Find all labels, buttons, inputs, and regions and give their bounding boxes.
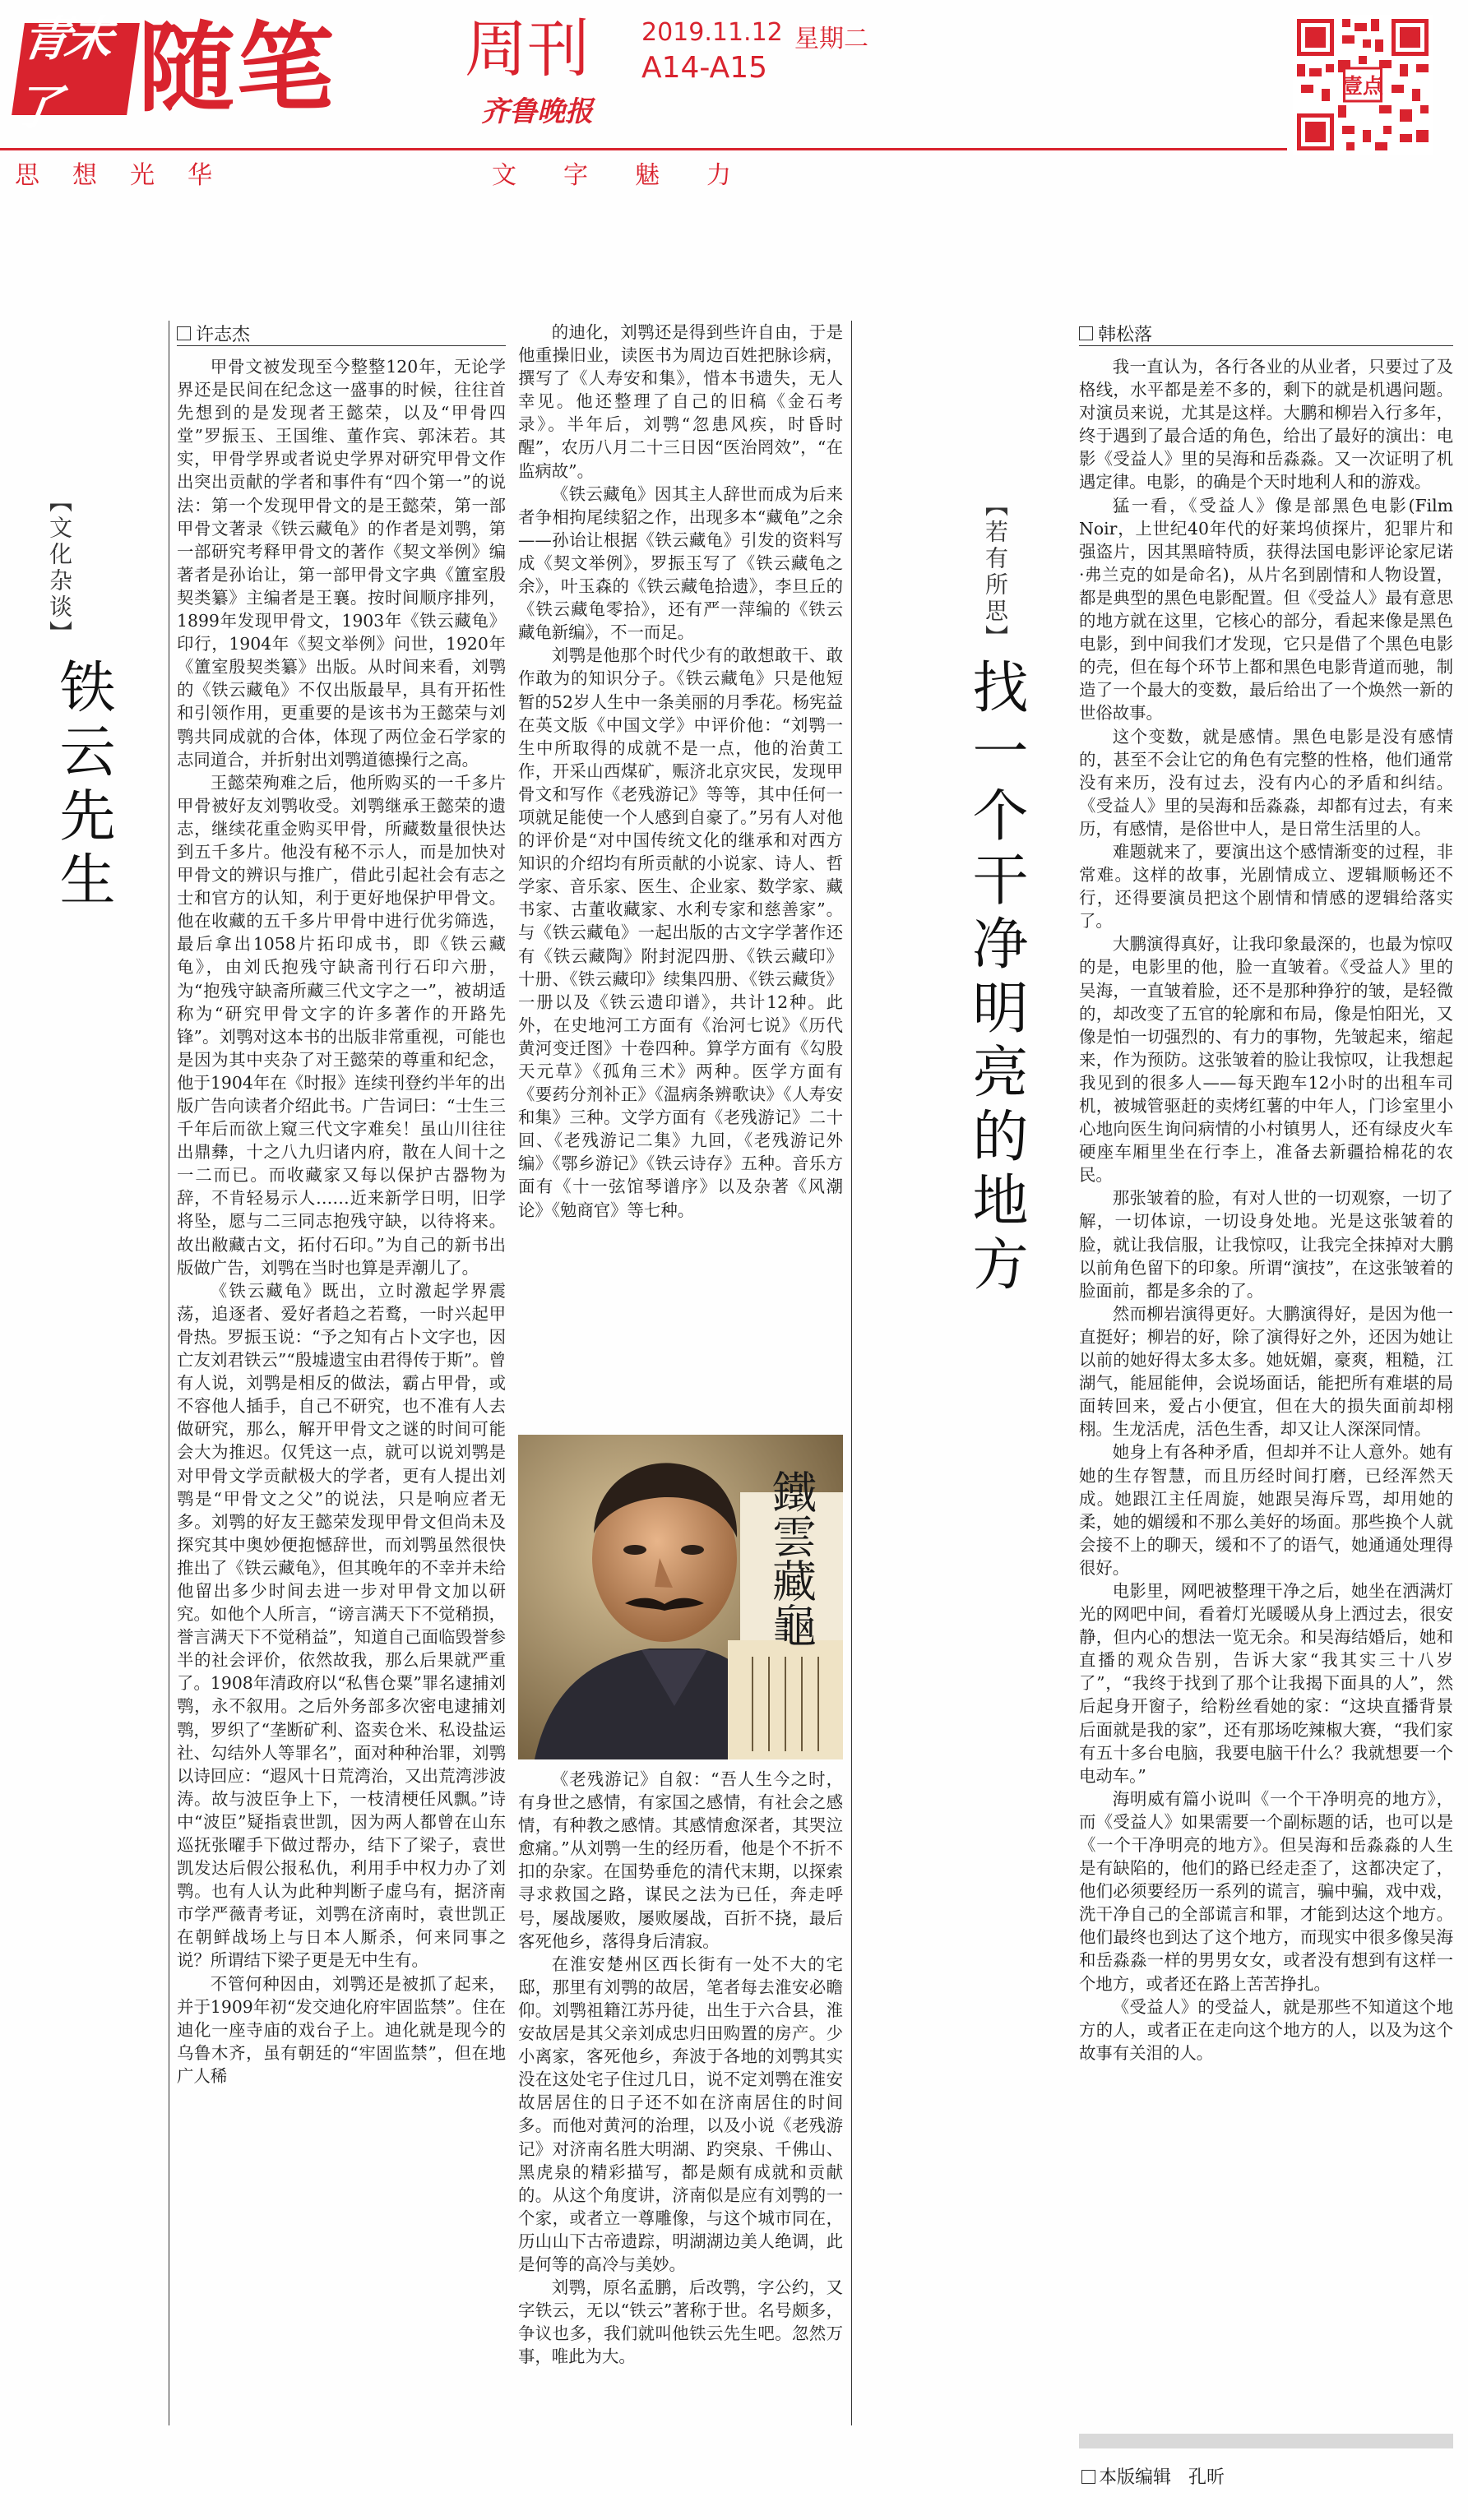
page-title: 随笔 xyxy=(138,12,336,125)
article1-column-2-bottom: 《老残游记》自叙：“吾人生今之时，有身世之感情，有家国之感情，有社会之感情，有种教之感情。其感情愈深者，其哭泣愈痛。”从刘鹗一生的经历看，他是个不折不扣的杂家。在国势垂危的清代末期，以探索寻求救国之路，谋民之法为已任，奔走呼号，屡战屡败，屡败屡战，百折不挠，最后客死他乡，落得身后清寂。 在淮安楚州区西长街有一处不大的宅邸，那里有刘鹗的故居，笔者每去淮安必瞻仰。刘鹗祖籍江苏丹徒，出生于六合县，淮安故居是其父亲刘成忠归田购置的房产。少小离家，客死他乡，奔波于各地的刘鹗其实没在这处宅子住过几日，说不定刘鹗在淮安故居居住的日子还不如在济南居住的时间多。而他对黄河的治理，以及小说《老残游记》对济南名胜大明湖、趵突泉、千佛山、黑虎泉的精彩描写，都是颇有成就和贡献的。从这个角度讲，济南似是应有刘鹗的一个家，或者立一尊雕像，与这个城市同在，历山山下古帝遗踪，明湖湖边美人绝调，此是何等的高冷与美妙。 刘鹗，原名孟鹏，后改鹗，字公约，又字铁云，无以“铁云”著称于世。名号颇多，争议也多，我们就叫他铁云先生吧。忽然万事，唯此为大。 xyxy=(518,1769,843,2367)
article2-body: 我一直认为，各行各业的从业者，只要过了及格线，水平都是差不多的，剩下的就是机遇问题。对演员来说，尤其是这样。大鹏和柳岩入行多年，终于遇到了最合适的角色，给出了最好的演出：电影《受益人》里的吴海和岳淼淼。又一次证明了机遇定律。电影，的确是个天时地利人和的游戏。 猛一看，《受益人》像是部黑色电影(Film Noir，上世纪40年代的好莱坞侦探片，犯罪片和强盗片，因其黑暗特质，获得法国电影评论家尼诺·弗兰克的如是命名)，从片名到剧情和人物设置，都是典型的黑色电影配置。但《受益人》最有意思的地方就在这里，它核心的部分，看起来像是黑色电影，到中间我们才发现，它只是借了个黑色电影的壳，但在每个环节上都和黑色电影背道而驰，制造了一个最大的变数，最后给出了一个焕然一新的世俗故事。 这个变数，就是感情。黑色电影是没有感情的，甚至不会让它的角色有完整的性格，他们通常没有来历，没有过去，没有内心的矛盾和纠结。《受益人》里的吴海和岳淼淼，却都有过去，有来历，有感情，是俗世中人，是日常生活里的人。 难题就来了，要演出这个感情渐变的过程，非常难。这样的故事，光剧情成立、逻辑顺畅还不行，还得要演员把这个剧情和情感的逻辑给落实了。 大鹏演得真好，让我印象最深的，也最为惊叹的是，电影里的他，脸一直皱着。《受益人》里的吴海，一直皱着脸，还不是那种狰狞的皱，是轻微的，却改变了五官的轮廓和布局，像是怕阳光，又像是怕一切强烈的、有力的事物，先皱起来，缩起来，作为预防。这张皱着的脸让我惊叹，让我想起我见到的很多人——每天跑车12小时的出租车司机，被城管驱赶的卖烤红薯的中年人，门诊室里小心地向医生询问病情的小村镇男人，还有绿皮火车硬座车厢里坐在行李上，准备去新疆拾棉花的农民。 那张皱着的脸，有对人世的一切观察，一切了解，一切体谅，一切设身处地。光是这张皱着的脸，就让我信服，让我惊叹，让我完全抹掉对大鹏以前角色留下的印象。所谓“演技”，在这张皱着的脸面前，都是多余的了。 然而柳岩演得更好。大鹏演得好，是因为他一直挺好；柳岩的好，除了演得好之外，还因为她让以前的她好得太多太多。她妩媚，豪爽，粗糙，江湖气，能屈能伸，会说场面话，能把所有难堪的局面转回来，爱占小便宜，但在大的损失面前却栩栩。生龙活虎，活色生香，却又让人深深同情。 她身上有各种矛盾，但却并不让人意外。她有她的生存智慧，而且历经时间打磨，已经浑然天成。她跟江主任周旋，她跟吴海斥骂，却用她的柔，她的媚缓和不那么美好的场面。那些换个人就会接不上的聊天，缓和不了的语气，她通通处理得很好。 电影里，网吧被整理干净之后，她坐在洒满灯光的网吧中间，看着灯光暖暖从身上洒过去，很安静，但内心的想法一览无余。和吴海结婚后，她和直播的观众告别，告诉大家“我其实三十八岁了”，“我终于找到了那个让我揭下面具的人”，然后起身开窗子，给粉丝看她的家：“这块直播背景后面就是我的家”，还有那场吃辣椒大赛，“我们家有五十多台电脑，我要电脑干什么？我就想要一个电动车。” 海明威有篇小说叫《一个干净明亮的地方》，而《受益人》如果需要一个副标题的话，也可以是《一个干净明亮的地方》。但吴海和岳淼淼的人生是有缺陷的，他们的路已经走歪了，这都决定了，他们必须要经历一系列的谎言，骗中骗，戏中戏，洗干净自己的全部谎言和罪，才能到达这个地方。他们最终也到达了这个地方，而现实中很多像吴海和岳淼淼一样的男男女女，或者没有想到有这样一个地方，或者还在路上苦苦挣扎。 《受益人》的受益人，就是那些不知道这个地方的人，或者正在走向这个地方的人，以及为这个故事有关泪的人。 xyxy=(1079,357,1453,2063)
brand-logo: 青未了 xyxy=(12,23,140,115)
byline-box-icon xyxy=(1079,326,1093,340)
article1-column-tag: 【文化杂谈】 xyxy=(46,489,73,647)
issue-weekday: 星期二 xyxy=(794,25,868,53)
article1-column-2-top: 的迪化，刘鹗还是得到些许自由，于是他重操旧业，读医书为周边百姓把脉诊病，撰写了《人寿安和集》，惜本书遗失，无人幸见。他还整理了自己的旧稿《金石考录》。半年后，刘鹗“忽患风疾，时昏时醒”，农历八月二十三日因“医治罔效”，“在监病故”。 《铁云藏龟》因其主人辞世而成为后来者争相拘尾续貂之作，出现多本“藏龟”之余——孙诒让根据《铁云藏龟》引发的资料写成《契文举例》，罗振玉写了《铁云藏龟之余》，叶玉森的《铁云藏龟拾遗》，李旦丘的《铁云藏龟零拾》，还有严一萍编的《铁云藏龟新编》，不一而足。 刘鹗是他那个时代少有的敢想敢干、敢作敢为的知识分子。《铁云藏龟》只是他短暂的52岁人生中一条美丽的月季花。杨宪益在英文版《中国文学》中评价他：“刘鹗一生中所取得的成就不是一点，他的治黄工作，开采山西煤矿，赈济北京灾民，发现甲骨文和写作《老残游记》等等，其中任何一项就足能使一个人感到自豪了。”另有人对他的评价是“对中国传统文化的继承和对西方知识的介绍均有所贡献的小说家、诗人、哲学家、音乐家、医生、企业家、数学家、藏书家、古董收藏家、水利专家和慈善家”。与《铁云藏龟》一起出版的古文字学著作还有《铁云藏陶》附封泥四册、《铁云藏印》十册、《铁云藏印》续集四册、《铁云藏货》一册以及《铁云遗印谱》，共计12种。此外，在史地河工方面有《治河七说》《历代黄河变迁图》十卷四种。算学方面有《勾股天元草》《孤角三术》两种。医学方面有《要药分剂补正》《温病条辨歌诀》《人寿安和集》三种。文学方面有《老残游记》二十回、《老残游记二集》九回，《老残游记外编》《鄂乡游记》《铁云诗存》五种。音乐方面有《十一弦馆琴谱序》以及杂著《风潮论》《勉商官》等七种。 xyxy=(518,322,843,1220)
slogan-left: 思想光华 xyxy=(15,161,245,190)
slogan-right: 文字魅力 xyxy=(492,161,778,190)
section-name: 周刊 xyxy=(465,12,590,86)
article2-byline-rule xyxy=(1079,345,1453,346)
article1-title: 铁云先生 xyxy=(50,658,115,914)
article2-byline: 韩松落 xyxy=(1079,321,1152,346)
article-separator xyxy=(851,321,852,2425)
editor-box-icon xyxy=(1081,2470,1095,2484)
issue-date: 2019.11.12 xyxy=(641,18,783,47)
slogan-divider xyxy=(0,148,1287,150)
portrait-calligraphy: 鐵雲藏龜 xyxy=(765,1469,817,1647)
article1-column-1: 甲骨文被发现至今整整120年，无论学界还是民间在纪念这一盛事的时候，往往首先想到的是发现者王懿荣，以及“甲骨四堂”罗振玉、王国维、董作宾、郭沫若。其实，甲骨学界或者说史学界对研究甲骨文作出突出贡献的学者和事件有“四个第一”的说法：第一个发现甲骨文的是王懿荣，第一部甲骨文著录《铁云藏龟》的作者是刘鹗，第一部研究考释甲骨文的著作《契文举例》编著者是孙诒让，第一部甲骨文字典《簠室殷契类纂》主编者是王襄。按时间顺序排列，1899年发现甲骨文，1903年《铁云藏龟》印行，1904年《契文举例》问世，1920年《簠室殷契类纂》出版。从时间来看，刘鹗的《铁云藏龟》不仅出版最早，具有开拓性和引领作用，更重要的是该书为王懿荣与刘鹗共同成就的合体，体现了两位金石学家的志同道合，并折射出刘鹗道德操行之高。 王懿荣殉难之后，他所购买的一千多片甲骨被好友刘鹗收受。刘鹗继承王懿荣的遗志，继续花重金购买甲骨，所藏数量很快达到五千多片。他没有秘不示人，而是加快对甲骨文的辨识与推广，借此引起社会有志之士和官方的认知，利于更好地保护甲骨文。他在收藏的五千多片甲骨中进行优劣筛选，最后拿出1058片拓印成书，即《铁云藏龟》，由刘氏抱残守缺斋刊行石印六册，为“抱残守缺斋所藏三代文字之一”，被胡适称为“研究甲骨文字的许多著作的开路先锋”。刘鹗对这本书的出版非常重视，可能也是因为其中夹杂了对王懿荣的尊重和纪念，他于1904年在《时报》连续刊登约半年的出版广告向读者介绍此书。广告词曰：“士生三千年后而欲上窥三代文字难矣！虽山川往往出鼎彝，十之八九归诸内府，散在人间十之一二而已。而收藏家又每以保护古器物为辞，不肯轻易示人……近来新学日明，旧学将坠，愿与二三同志抱残守缺，以待将来。故出敝藏古文，拓付石印。”为自己的新书出版做广告，刘鹗在当时也算是弄潮儿了。 《铁云藏龟》既出，立时激起学界震荡，追逐者、爱好者趋之若鹜，一时兴起甲骨热。罗振玉说：“予之知有占卜文字也，因亡友刘君铁云”“殷墟遗宝由君得传于斯”。曾有人说，刘鹗是相反的做法，霸占甲骨，或不容他人插手，自己不研究，也不准有人去做研究，那么，解开甲骨文之谜的时间可能会大为推迟。仅凭这一点，就可以说刘鹗是对甲骨文学贡献极大的学者，更有人提出刘鹗是“甲骨文之父”的说法，只是响应者无多。刘鹗的好友王懿荣发现甲骨文但尚未及探究其中奥妙便抱憾辞世，而刘鹗虽然很快推出了《铁云藏龟》，但其晚年的不幸并未给他留出多少时间去进一步对甲骨文加以研究。如他个人所言，“谤言满天下不觉稍损，誉言满天下不觉稍益”，知道自己面临毁誉参半的社会评价，依然故我，那么后果就严重了。1908年清政府以“私售仓粟”罪名逮捕刘鹗，永不叙用。之后外务部多次密电逮捕刘鹗，罗织了“垄断矿利、盗卖仓米、私设盐运社、勾结外人等罪名”，面对种种治罪，刘鹗以诗回应：“遐风十日荒湾治，又出荒湾涉波涛。故与波臣争上下，一枝清梗任风飘。”诗中“波臣”疑指袁世凯，因为两人都曾在山东巡抚张曜手下做过帮办，结下了梁子，袁世凯发达后假公报私仇，利用手中权力办了刘鹗。也有人认为此种判断子虚乌有，据济南市学严薇青考证，刘鹗在济南时，袁世凯正在朝鲜战场上与日本人厮杀，何来同事之说？所谓结下梁子更是无中生有。 不管何种因由，刘鹗还是被抓了起来，并于1909年初“发交迪化府牢固监禁”。住在迪化一座寺庙的戏台子上。迪化就是现今的乌鲁木齐，虽有朝廷的“牢固监禁”，但在地广人稀 xyxy=(177,357,506,2086)
paper-name: 齐鲁晚报 xyxy=(481,95,593,128)
article1-byline-rule xyxy=(177,345,506,346)
byline-box-icon xyxy=(177,326,191,340)
qr-code-icon xyxy=(1293,15,1433,163)
footer-bar xyxy=(1079,2434,1453,2448)
portrait-illustration xyxy=(518,1435,843,1759)
article2-column-tag: 【若有所思】 xyxy=(982,493,1009,651)
footer-editor: 本版编辑 孔昕 xyxy=(1081,2463,1225,2489)
article1-byline: 许志杰 xyxy=(177,321,250,346)
qr-label: 壹点 xyxy=(1341,74,1384,98)
article2-title: 找一个干净明亮的地方 xyxy=(963,658,1028,1299)
issue-pages: A14-A15 xyxy=(641,51,768,85)
